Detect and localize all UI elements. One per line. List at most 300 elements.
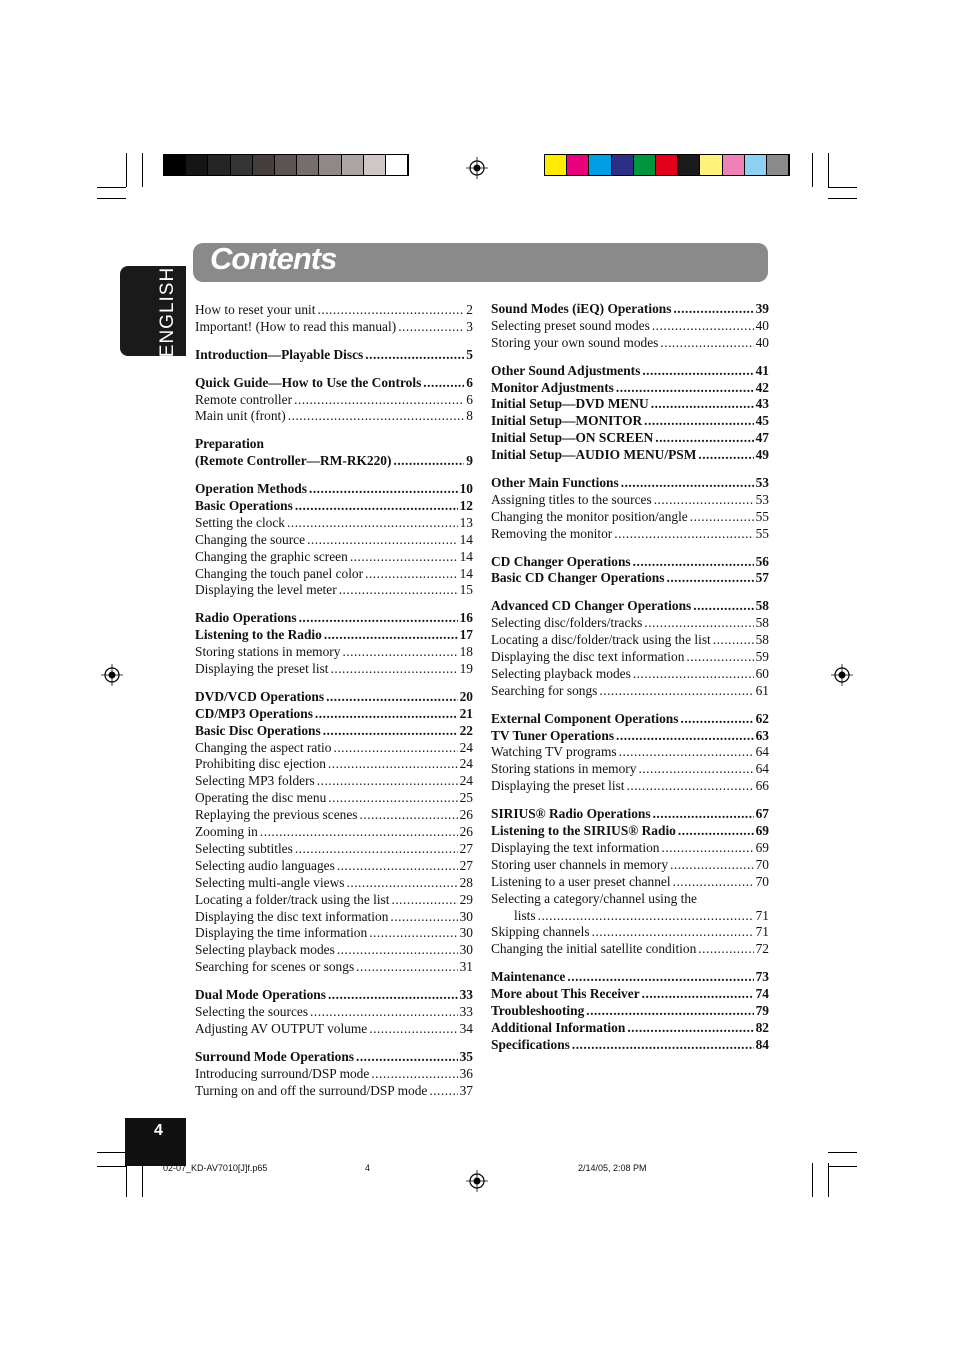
toc-section-entry <box>491 413 769 430</box>
footer-filename: 02-07_KD-AV7010[J]f.p65 <box>163 1163 268 1173</box>
toc-entry-title: Listening to the Radio <box>195 627 322 643</box>
toc-section-entry <box>195 987 473 1004</box>
toc-entry-title: Other Main Functions <box>491 475 619 491</box>
calibration-swatch <box>275 155 297 175</box>
toc-leader-dots <box>315 706 458 723</box>
toc-entry <box>491 509 769 526</box>
toc-entry-title: Locating a disc/folder/track using the list <box>491 632 711 648</box>
toc-entry-page: 34 <box>459 1020 473 1036</box>
toc-entry-title: Selecting disc/folders/tracks <box>491 615 643 631</box>
toc-leader-dots <box>324 627 458 644</box>
toc-entry <box>491 761 769 778</box>
toc-entry-page: 74 <box>755 986 769 1002</box>
toc-entry <box>491 857 769 874</box>
toc-entry-page: 64 <box>755 744 769 760</box>
calibration-swatch <box>678 155 700 175</box>
toc-entry-page: 55 <box>755 525 769 541</box>
toc-entry <box>491 526 769 543</box>
toc-leader-dots <box>365 347 464 364</box>
toc-section-entry <box>195 347 473 364</box>
toc-entry <box>195 1083 473 1100</box>
toc-entry-title: Changing the aspect ratio <box>195 739 332 755</box>
toc-entry <box>195 1004 473 1021</box>
toc-gap <box>491 464 769 475</box>
toc-gap <box>491 352 769 363</box>
toc-entry <box>195 644 473 661</box>
toc-entry-title: Displaying the disc text information <box>491 649 685 665</box>
toc-leader-dots <box>369 925 457 942</box>
toc-section-entry <box>491 380 769 397</box>
toc-leader-dots <box>698 447 753 464</box>
toc-entry <box>195 925 473 942</box>
toc-entry-page: 37 <box>459 1082 473 1098</box>
toc-section-entry <box>491 823 769 840</box>
toc-section-entry <box>491 396 769 413</box>
toc-section-entry <box>491 969 769 986</box>
toc-entry-title: DVD/VCD Operations <box>195 688 325 704</box>
toc-entry <box>195 942 473 959</box>
toc-gap <box>491 587 769 598</box>
toc-leader-dots <box>287 515 458 532</box>
toc-leader-dots <box>586 1003 753 1020</box>
toc-entry-page: 20 <box>459 688 473 704</box>
toc-entry-title: Replaying the previous scenes <box>195 807 358 823</box>
toc-entry-page: 29 <box>459 891 473 907</box>
toc-entry <box>491 632 769 649</box>
toc-entry-title: Watching TV programs <box>491 744 617 760</box>
toc-entry-title: Advanced CD Changer Operations <box>491 598 692 614</box>
toc-entry-title: Changing the initial satellite condition <box>491 941 697 957</box>
toc-entry-title: Main unit (front) <box>195 408 286 424</box>
toc-entry-title: Operation Methods <box>195 481 307 497</box>
toc-leader-dots <box>698 941 753 958</box>
toc-leader-dots <box>572 1037 754 1054</box>
toc-entry-page: 42 <box>755 379 769 395</box>
toc-entry-page: 19 <box>459 661 473 677</box>
toc-entry-title: Zooming in <box>195 824 258 840</box>
toc-entry-title: Selecting playback modes <box>195 942 335 958</box>
toc-entry-page: 27 <box>459 840 473 856</box>
toc-entry-page: 70 <box>755 873 769 889</box>
toc-entry <box>491 874 769 891</box>
toc-entry-page: 30 <box>459 942 473 958</box>
toc-leader-dots <box>371 1066 457 1083</box>
toc-section-entry <box>195 436 473 453</box>
toc-leader-dots <box>328 756 458 773</box>
toc-leader-dots <box>318 302 465 319</box>
toc-section-entry <box>491 711 769 728</box>
toc-entry-page: 72 <box>755 941 769 957</box>
toc-section-entry <box>491 447 769 464</box>
toc-leader-dots <box>365 566 458 583</box>
calibration-swatch <box>656 155 678 175</box>
toc-entry-page: 47 <box>755 430 769 446</box>
calibration-swatch <box>297 155 319 175</box>
toc-section-entry <box>195 689 473 706</box>
toc-entry <box>195 875 473 892</box>
toc-section-entry <box>491 1020 769 1037</box>
toc-entry-page: 21 <box>459 705 473 721</box>
toc-entry-title: Basic Disc Operations <box>195 722 321 738</box>
toc-entry-page: 67 <box>755 806 769 822</box>
toc-section-entry <box>195 610 473 627</box>
toc-gap <box>491 543 769 554</box>
toc-leader-dots <box>619 744 754 761</box>
toc-entry-page: 39 <box>755 301 769 316</box>
toc-entry <box>195 807 473 824</box>
toc-section-entry <box>195 627 473 644</box>
toc-entry-page: 57 <box>755 570 769 586</box>
toc-entry-title: lists <box>514 907 536 923</box>
toc-entry <box>195 1021 473 1038</box>
toc-leader-dots <box>638 761 753 778</box>
toc-entry-title: Storing your own sound modes <box>491 334 659 350</box>
toc-leader-dots <box>339 582 458 599</box>
toc-leader-dots <box>337 942 458 959</box>
toc-gap <box>491 958 769 969</box>
toc-entry-page: 49 <box>755 447 769 463</box>
toc-entry-page: 69 <box>755 823 769 839</box>
toc-entry-title: Setting the clock <box>195 514 285 530</box>
calibration-swatch <box>612 155 634 175</box>
toc-leader-dots <box>673 874 754 891</box>
calibration-swatch <box>186 155 208 175</box>
toc-leader-dots <box>651 396 754 413</box>
toc-entry <box>195 892 473 909</box>
toc-entry-title: Preparation <box>195 436 264 452</box>
toc-entry-page: 8 <box>466 408 473 424</box>
toc-entry-title: Displaying the preset list <box>195 661 329 677</box>
language-tab-label: ENGLISH <box>157 266 178 358</box>
toc-leader-dots <box>423 375 464 392</box>
toc-entry-title: Introducing surround/DSP mode <box>195 1065 370 1081</box>
toc-gap <box>195 599 473 610</box>
toc-section-entry <box>195 498 473 515</box>
toc-entry-title: Storing stations in memory <box>195 644 341 660</box>
toc-entry <box>195 858 473 875</box>
toc-entry-page: 6 <box>466 391 473 407</box>
toc-leader-dots <box>295 841 458 858</box>
toc-leader-dots <box>317 773 458 790</box>
toc-entry-page: 13 <box>459 514 473 530</box>
toc-entry-title: Turning on and off the surround/DSP mode <box>195 1082 428 1098</box>
toc-entry-page: 36 <box>459 1065 473 1081</box>
toc-leader-dots <box>653 806 754 823</box>
toc-entry <box>491 840 769 857</box>
toc-leader-dots <box>599 683 753 700</box>
calibration-swatch <box>386 155 408 175</box>
toc-section-entry <box>491 475 769 492</box>
toc-section-entry <box>491 554 769 571</box>
toc-leader-dots <box>616 380 754 397</box>
toc-entry-page: 28 <box>459 874 473 890</box>
toc-entry-page: 55 <box>755 508 769 524</box>
color-calibration-bar <box>544 154 790 176</box>
toc-entry-title: Listening to a user preset channel <box>491 873 671 889</box>
toc-leader-dots <box>670 857 754 874</box>
toc-leader-dots <box>661 840 753 857</box>
toc-leader-dots <box>337 858 458 875</box>
toc-section-entry <box>491 363 769 380</box>
page-number: 4 <box>154 1122 163 1139</box>
toc-entry-page: 56 <box>755 553 769 569</box>
toc-leader-dots <box>295 498 458 515</box>
toc-entry-page: 59 <box>755 649 769 665</box>
toc-entry-page: 14 <box>459 565 473 581</box>
toc-entry <box>195 841 473 858</box>
toc-entry-page: 24 <box>459 773 473 789</box>
toc-entry-title: Additional Information <box>491 1019 626 1035</box>
toc-leader-dots <box>326 689 458 706</box>
toc-leader-dots <box>627 778 754 795</box>
toc-entry-title: External Component Operations <box>491 710 679 726</box>
toc-entry-title: Assigning titles to the sources <box>491 491 652 507</box>
toc-entry <box>195 302 473 319</box>
toc-leader-dots <box>614 526 753 543</box>
toc-gap <box>195 976 473 987</box>
toc-leader-dots <box>644 615 753 632</box>
registration-mark-icon <box>466 157 488 179</box>
toc-leader-dots <box>642 986 754 1003</box>
toc-leader-dots <box>654 492 754 509</box>
toc-entry-page: 82 <box>755 1019 769 1035</box>
toc-entry <box>491 666 769 683</box>
calibration-swatch <box>319 155 341 175</box>
toc-entry-title: Basic Operations <box>195 498 293 514</box>
toc-entry <box>491 924 769 941</box>
toc-leader-dots <box>307 532 458 549</box>
toc-entry <box>195 566 473 583</box>
toc-entry-page: 40 <box>755 334 769 350</box>
toc-leader-dots <box>350 549 458 566</box>
calibration-swatch <box>567 155 589 175</box>
toc-leader-dots <box>342 644 457 661</box>
toc-entry-page: 53 <box>755 491 769 507</box>
toc-entry-title: CD/MP3 Operations <box>195 705 313 721</box>
toc-entry-title: Displaying the level meter <box>195 582 337 598</box>
toc-entry-title: Initial Setup—ON SCREEN <box>491 430 654 446</box>
toc-entry-page: 14 <box>459 548 473 564</box>
toc-section-entry <box>195 723 473 740</box>
toc-leader-dots <box>616 728 754 745</box>
calibration-swatch <box>342 155 364 175</box>
toc-entry-title: Important! (How to read this manual) <box>195 318 397 334</box>
toc-entry-page: 25 <box>459 790 473 806</box>
toc-section-entry <box>491 598 769 615</box>
toc-entry <box>491 744 769 761</box>
toc-entry-page: 40 <box>755 317 769 333</box>
toc-entry-title: Monitor Adjustments <box>491 379 614 395</box>
toc-section-entry <box>491 986 769 1003</box>
toc-entry <box>195 909 473 926</box>
toc-entry-title: Selecting preset sound modes <box>491 317 650 333</box>
toc-leader-dots <box>299 610 458 627</box>
toc-entry <box>195 319 473 336</box>
gray-calibration-bar <box>163 154 409 176</box>
calibration-swatch <box>700 155 722 175</box>
toc-leader-dots <box>309 481 458 498</box>
toc-leader-dots <box>713 632 754 649</box>
toc-entry-page: 69 <box>755 839 769 855</box>
toc-gap <box>195 425 473 436</box>
toc-entry-page: 66 <box>755 778 769 794</box>
toc-entry <box>195 661 473 678</box>
toc-entry <box>491 941 769 958</box>
toc-entry-page: 9 <box>466 453 473 469</box>
toc-leader-dots <box>693 598 753 615</box>
toc-leader-dots <box>592 924 754 941</box>
toc-entry <box>195 756 473 773</box>
toc-entry-page: 79 <box>755 1002 769 1018</box>
toc-section-entry <box>195 453 473 470</box>
calibration-swatch <box>723 155 745 175</box>
toc-entry-title: CD Changer Operations <box>491 553 631 569</box>
toc-entry-page: 26 <box>459 807 473 823</box>
toc-entry-title: How to reset your unit <box>195 302 316 317</box>
toc-entry-title: Searching for songs <box>491 682 598 698</box>
toc-leader-dots <box>398 319 464 336</box>
toc-leader-dots <box>652 318 754 335</box>
toc-entry-page: 5 <box>466 346 473 362</box>
footer-page: 4 <box>365 1163 371 1173</box>
calibration-swatch <box>208 155 230 175</box>
toc-entry-page: 24 <box>459 739 473 755</box>
toc-leader-dots <box>627 1020 753 1037</box>
toc-entry-title: Selecting the sources <box>195 1003 309 1019</box>
toc-entry-page: 43 <box>755 396 769 412</box>
toc-entry-title: Displaying the preset list <box>491 778 625 794</box>
toc-section-entry <box>491 728 769 745</box>
toc-leader-dots <box>333 740 457 757</box>
toc-entry <box>195 392 473 409</box>
toc-section-entry <box>491 570 769 587</box>
toc-entry-title: Selecting audio languages <box>195 857 335 873</box>
toc-entry-title: More about This Receiver <box>491 986 640 1002</box>
toc-entry-page: 30 <box>459 925 473 941</box>
toc-section-entry <box>491 806 769 823</box>
calibration-swatch <box>767 155 789 175</box>
toc-section-entry <box>491 1037 769 1054</box>
toc-entry-page: 2 <box>466 302 473 317</box>
toc-entry-page: 71 <box>755 924 769 940</box>
toc-leader-dots <box>673 301 753 318</box>
toc-entry-title: Changing the graphic screen <box>195 548 348 564</box>
toc-gap <box>195 1038 473 1049</box>
toc-leader-dots <box>331 661 458 678</box>
toc-entry-title: Searching for scenes or songs <box>195 959 355 975</box>
toc-entry-page: 71 <box>755 907 769 923</box>
toc-entry-title: Adjusting AV OUTPUT volume <box>195 1020 368 1036</box>
toc-section-entry <box>491 430 769 447</box>
toc-entry <box>491 908 769 925</box>
toc-gap <box>195 470 473 481</box>
toc-gap <box>195 364 473 375</box>
toc-entry-page: 15 <box>459 582 473 598</box>
toc-leader-dots <box>666 570 753 587</box>
toc-entry-page: 63 <box>755 727 769 743</box>
toc-leader-dots <box>369 1021 457 1038</box>
toc-leader-dots <box>260 824 458 841</box>
toc-entry-title: Removing the monitor <box>491 525 613 541</box>
toc-entry <box>195 824 473 841</box>
toc-entry <box>491 492 769 509</box>
toc-entry-page: 58 <box>755 615 769 631</box>
toc-entry <box>491 778 769 795</box>
toc-entry-page: 17 <box>459 627 473 643</box>
toc-entry <box>195 515 473 532</box>
toc-entry-page: 24 <box>459 756 473 772</box>
toc-entry-title: Maintenance <box>491 969 566 985</box>
toc-leader-dots <box>633 666 754 683</box>
toc-section-entry <box>195 481 473 498</box>
toc-left-column <box>195 302 473 1099</box>
toc-leader-dots <box>655 430 753 447</box>
toc-entry-title: Surround Mode Operations <box>195 1048 354 1064</box>
toc-gap <box>195 336 473 347</box>
toc-entry <box>491 335 769 352</box>
toc-entry-title: Specifications <box>491 1036 570 1052</box>
calibration-swatch <box>589 155 611 175</box>
toc-entry-title: Introduction—Playable Discs <box>195 346 364 362</box>
toc-leader-dots <box>567 969 753 986</box>
toc-leader-dots <box>360 807 458 824</box>
toc-entry <box>195 408 473 425</box>
toc-leader-dots <box>678 823 754 840</box>
toc-leader-dots <box>328 987 458 1004</box>
toc-section-entry <box>195 375 473 392</box>
toc-entry <box>195 773 473 790</box>
toc-section-entry <box>195 706 473 723</box>
toc-entry-page: 14 <box>459 531 473 547</box>
toc-entry-page: 60 <box>755 665 769 681</box>
toc-entry <box>195 532 473 549</box>
toc-entry-title: Selecting MP3 folders <box>195 773 315 789</box>
toc-leader-dots <box>680 711 753 728</box>
toc-entry-title: TV Tuner Operations <box>491 727 615 743</box>
toc-leader-dots <box>621 475 754 492</box>
calibration-swatch <box>253 155 275 175</box>
toc-entry <box>195 740 473 757</box>
toc-entry-title: Storing stations in memory <box>491 761 637 777</box>
page-title: Contents <box>210 241 337 276</box>
toc-entry-page: 16 <box>459 610 473 626</box>
toc-gap <box>195 678 473 689</box>
toc-entry-title: Initial Setup—DVD MENU <box>491 396 649 412</box>
toc-leader-dots <box>391 892 457 909</box>
toc-leader-dots <box>644 413 753 430</box>
toc-entry-title: Operating the disc menu <box>195 790 327 806</box>
toc-entry-page: 70 <box>755 856 769 872</box>
toc-entry-title: Selecting subtitles <box>195 840 293 856</box>
toc-gap <box>491 700 769 711</box>
toc-leader-dots <box>660 335 753 352</box>
toc-entry-page: 27 <box>459 857 473 873</box>
toc-entry-page: 41 <box>755 362 769 378</box>
toc-entry-page: 58 <box>755 632 769 648</box>
toc-entry-page: 30 <box>459 908 473 924</box>
toc-entry-page: 62 <box>755 710 769 726</box>
toc-leader-dots <box>294 392 464 409</box>
toc-entry-title: Troubleshooting <box>491 1002 585 1018</box>
toc-entry-title: Initial Setup—MONITOR <box>491 413 643 429</box>
toc-gap <box>491 795 769 806</box>
toc-entry-page: 31 <box>459 959 473 975</box>
toc-entry-page: 12 <box>459 498 473 514</box>
toc-entry-title: Remote controller <box>195 391 293 407</box>
registration-mark-icon <box>831 664 853 686</box>
toc-leader-dots <box>390 909 457 926</box>
toc-entry <box>195 549 473 566</box>
